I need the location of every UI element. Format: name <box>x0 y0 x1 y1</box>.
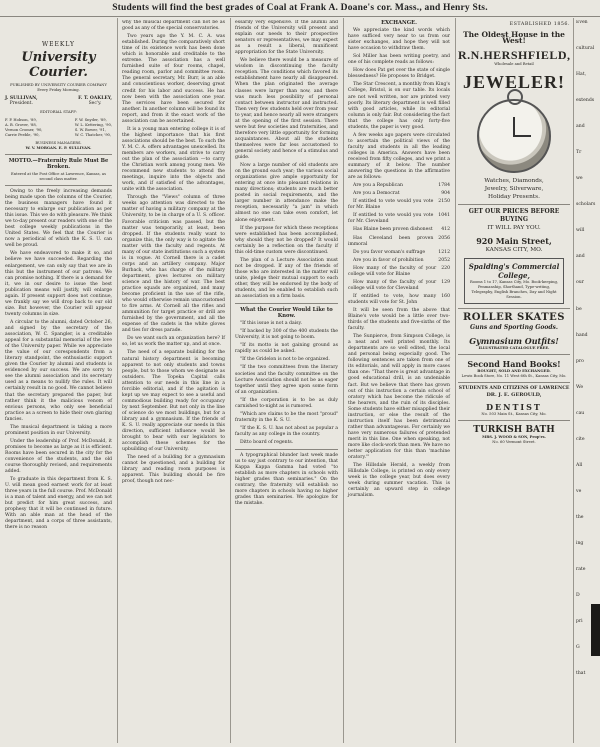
cutoff-text-fragment: our <box>576 280 584 286</box>
vote-row <box>348 236 450 248</box>
vote-question: Has Cleveland been proven immoral <box>348 235 434 247</box>
business-managers: W. V. MORGAN. E. P. SULLIVAN. <box>25 145 92 150</box>
vote-row <box>348 250 450 256</box>
ad-books-sub: BOUGHT, SOLD AND EXCHANGED. <box>477 369 551 374</box>
vote-row <box>348 280 450 292</box>
college-details: Rooms 1 to 17, Kansas City, Mo. Book-keeping, Penmanship, Shorthand, Type-writing, Telegraphy, English Branches, Day and Night Session. <box>470 280 558 300</box>
vote-row <box>348 258 450 264</box>
editors-right: F. W. Snyder, '89, W. L. Kettering, '90, S. W. Bower, '91, W. C. Thatcher, '90, <box>74 117 112 137</box>
ad-address: 920 Main Street, <box>476 236 552 247</box>
divider <box>458 308 570 309</box>
president-name: J. SULLIVAN, <box>5 96 38 102</box>
vote-row <box>348 266 450 278</box>
secretary-role: Sec'y. <box>88 101 102 107</box>
column-editorials-2 <box>117 20 230 741</box>
vote-table <box>348 183 450 306</box>
vote-row <box>348 199 450 211</box>
ad-dentist-name: DR. J. E. GEROULD, <box>486 392 542 399</box>
cutoff-text-fragment: we <box>576 176 583 182</box>
ad-wholesale: Wholesale and Retail <box>494 62 534 67</box>
cutoff-text-fragment: and <box>576 254 585 260</box>
cutoff-text-fragment: will <box>576 228 585 234</box>
vote-count: 2056 <box>438 235 450 241</box>
editorial-paragraph: The plan of a Lecture Association must not be dropped. If any of the friends of those who are interested in the matter will unite, pledge their mutual support to each other, they will be endorsed by the body of students, and be enabled to establish such an association on a firm basis. <box>235 257 338 300</box>
column-masthead <box>0 20 117 741</box>
editorial-paragraph: We have endeavored to make it so, and believe we have succeeded. Regarding the enlargement, we can only say that we are in this but the instrument of our patrons. We can promise nothing. If there is a demand for it, we in our desire to issue the best publication means will justify, will enlarge again. If present support does not continue, we frankly say we will drop back to our old size. But however, the Courier will appear twenty columns in size. <box>5 251 112 317</box>
ad-prices: GET OUR PRICES BEFORE BUYING <box>468 208 560 224</box>
vote-question: Do you favor woman's suffrage <box>353 249 426 255</box>
editorial-paragraph: Two years ago the Y. M. C. A. was established. During the comparatively short time of its existence work has been done which is honorable and creditable to the extreme. The association has a well furnished suite of four rooms, chapel, reading room, parlor and committee room. The general secretary, Mr. Burr, is an able and conscientious worker, deserving great credit for his labor and success. He has now been with the association one year. The services have been secured for another. In another column will be found its report, and from it the exact work of the association can be ascertained. <box>122 34 225 124</box>
editorial-paragraph: If the purpose for which these receptions were established has been accomplished, why should they not be dropped? It would certainly be a reflection on the faculty if this old-time custom were discontinued. <box>235 225 338 255</box>
ad-books: Second Hand Books! <box>467 359 561 370</box>
pocket-watch-icon <box>477 99 551 173</box>
ad-pay: IT WILL PAY YOU. <box>487 225 541 232</box>
editorial-paragraph: A circular to the alumni, dated October 26, and signed by the secretary of the association, W. C. Spangler, is a creditable appeal for a substantial memorial of the love of the University paper. While we appreciate the value of our corespondents from a literary standpoint, the enthusiastic support given the Courier by alumni and students is evidenced by our success. We are sorry to see the alumni association and its secretary used as a means to nullify the rules. It will certainly result in no good. We cannot believe that the secretary prepared the paper, but rather think it the malicious venom of envious persons, who only see beneficial practice as a screen to hide their own glaring fancies. <box>5 319 112 422</box>
section-heading: What the Courier Would Like to Know. <box>240 307 333 320</box>
vote-count: 1212 <box>438 249 450 255</box>
ad-bath-address: No. 60 Vermont Street. <box>492 440 536 445</box>
ad-oldest-house: The Oldest House in the West! <box>463 30 565 46</box>
ad-guns: Guns and Sporting Goods. <box>469 324 559 332</box>
editorial-paragraph: Under the leadership of Prof. McDonald, it promises to become as large as it is efficient. Rooms have been secured in the city for the convenience of the students, and the old course thoroughly revised, and requirements added. <box>5 438 112 475</box>
editorial-staff-heading: EDITORIAL STAFF: <box>40 109 77 114</box>
list-item: Ditto board of regents. <box>240 440 294 445</box>
column-editorials-3 <box>230 20 343 741</box>
cutoff-text-fragment: that <box>576 671 586 677</box>
editorial-paragraph: We believe there would be a measure of wisdom in discontinuing the faculty reception. The conditions which favored its establishment have nearly all disappeared. When the plan originated the average classes were larger than now, and there was much less possibility of personal contact between instructor and instructed. Then very few students held over from year to year, and hence nearly all were strangers at the opening of the first session. There were but few societies and fraternities, and therefore very little opportunity for forming acquaintances. About all the students themselves were far less accustomed to general society and hence of a stimulus and guide. <box>235 58 338 161</box>
ad-roller-skates: ROLLER SKATES <box>462 312 565 324</box>
cutoff-text-fragment: and <box>576 124 585 130</box>
college-ad <box>464 258 564 304</box>
vote-question: How many of the faculty of your college will vote for Cleveland <box>348 279 437 291</box>
cutoff-text-fragment: cite <box>576 436 585 442</box>
editorial-paragraph: Through the "Views" column of three weeks ago attention was directed to the matter of having a military company at the University, to be in charge of a U. S. officer. Favorable criticism was passed, but the matter was temporarily, at least, been dropped. If the students really want to organize this, the only way is to agitate the matter with the faculty and regents. At many of our state institutions such a system is in vogue. At Cornell there is a cadet corps and an artillery company. Major Burback, who has charge of the military department, gives lectures on military science and the history of war. The best practice squads are organized, and many become proficient in the use of the rifle, who would otherwise remain unaccustomed to fire arms. At Cornell all the rifles and ammunition for target practice or drill are furnished by the government, and all the expense of the cadets is the white gloves and ties for dress parade. <box>122 195 225 334</box>
column-exchange <box>343 20 455 741</box>
vote-question: Are you a Republican <box>353 183 403 189</box>
editorial-paragraph: The need of a building for a gymnasium cannot be questioned, and a building for library and reading room purposes is apparent. This building should be fire proof, though not nec- <box>122 455 225 485</box>
editorial-paragraph: It is a young man entering college it is of the highest importance that his first associations should be the best. To such the Y. M. C. A. offers advantages unexcelled. Its members are workers, and strive to carry out the plan of the association —to carry the Christian work among young men. We recommend new students to attend the meetings, inquire into the objects and work, and if satisfied of the advantages, unite with the association. <box>122 126 225 193</box>
secretary-name: F. T. OAKLEY, <box>78 96 112 102</box>
vote-question: Are you a Democrat <box>353 191 400 197</box>
ad-catalogue: ILLUSTRATED CATALOGUE FREE. <box>478 346 550 351</box>
exchange-paragraph: Sol Miller has been writing poetry, and one of his complete reads as follows: <box>348 54 450 66</box>
business-managers-heading: BUSINESS MANAGERS. <box>35 140 82 145</box>
cutoff-text-fragment: rate <box>576 566 586 572</box>
editorial-paragraph: essarily very expensive. If the alumni and friends of the University will present and explain our needs to their prospective senators or representatives, we may expect as a result a liberal, munificent appropriation for the State University. <box>235 20 338 56</box>
cutoff-text-fragment: pri <box>576 619 583 625</box>
editorial-paragraph: why the musical department can not be as good as any of the special conservatories. <box>122 20 225 32</box>
vote-count: 412 <box>441 227 450 233</box>
banner-headline: Students will find the best grades of Coal at Frank A. Doane's cor. Mass., and Henry Sts. <box>0 0 600 17</box>
vote-row <box>348 213 450 225</box>
ad-books-address: Lewis Book Store, No. 11 West 6th St., Kansas City, Mo. <box>461 374 567 379</box>
ad-goods: Watches, Diamonds, <box>484 178 544 185</box>
ad-established: ESTABLISHED 1856. <box>509 22 570 27</box>
list-item: "If this issue is not a daisy. <box>240 321 302 327</box>
masthead-publisher: PUBLISHED BY UNIVERSITY COURIER COMPANY <box>10 83 107 88</box>
watch-hand <box>513 135 531 137</box>
cutoff-text-fragment: ing <box>576 540 584 546</box>
list-item: "If the K. S. U. has not about as popular a faculty as any college in the country. <box>235 425 338 437</box>
ad-jeweler: JEWELER! <box>462 72 566 93</box>
vote-count: 1784 <box>438 183 450 189</box>
exchange-paragraph: A few weeks ago papers were circulated to ascertain the political views of the faculty and students in all the leading colleges in America. Answers have been received from fifty colleges, and we print a summary of it below. The number answering the questions in the affirmative are as follows: <box>348 132 450 181</box>
list-item: "If its motto is not gaining ground as rapidly as could be asked. <box>235 343 338 355</box>
cutoff-text-fragment: extends <box>576 98 595 104</box>
vote-count: 904 <box>441 191 450 197</box>
ad-firm-name: R.N.HERSHFIELD, <box>458 48 571 63</box>
editorial-paragraph: To graduate in this department from K. S. U. will mean good earnest work for at least three years in the full course. Prof. McDonald is a man of talent and energy, and we can not but predict for him great success, and prophesy that it will be continued in future. With an able man at the head of the department, and a corps of three assistants, there is no reason <box>5 477 112 531</box>
watch-hand <box>513 117 515 137</box>
divider <box>458 354 570 355</box>
exchange-paragraph: It will be seen from the above that Blaine's vote would be a little over two-thirds of the students and five-sixths of the faculty. <box>348 307 450 332</box>
college-name: Spalding's Commercial College, <box>468 262 560 281</box>
cutoff-text-fragment: We <box>576 384 584 390</box>
vote-question: If entitled to vote would you vote for Mr. Blaine <box>348 199 434 211</box>
divider <box>5 185 112 186</box>
motto: MOTTO.—Fraternity Rule Must Be Broken. <box>8 157 109 170</box>
vote-row <box>348 294 450 306</box>
column-advertisements <box>455 20 573 741</box>
masthead-title: University Courier. <box>21 50 96 81</box>
editors-left: F. P. Hobson, '89, A. B. Grover, '88, Vernon Cromer, '90, Carrie Peeble, '90, <box>5 117 43 137</box>
divider <box>458 420 570 421</box>
vote-question: Are you in favor of prohibition <box>353 257 424 263</box>
vote-question: How many of the faculty of your college will vote for Blaine <box>348 265 437 277</box>
ad-dentist-address: No. 503 Main St., Kansas City, Mo. <box>481 412 547 417</box>
ad-gymnasium: Gymnasium Outfits! <box>469 336 559 347</box>
vote-count: 160 <box>441 293 450 299</box>
cutoff-text-fragment: G <box>576 645 580 651</box>
masthead-schedule: Every Friday Morning. <box>37 88 80 93</box>
ad-bath-proprietors: MRS. J. WOOD & SON, Prop'rs. <box>482 435 546 440</box>
list-item: "Which are claims to be the most "proud" fraternity in the K. S. U. <box>235 411 338 423</box>
vote-row <box>348 183 450 189</box>
list-item: "If the Gridelon is not to be organized. <box>240 357 330 363</box>
cutoff-text-fragment: Even <box>576 20 588 25</box>
divider <box>235 449 338 450</box>
cutoff-text-fragment: Tr <box>576 150 582 156</box>
vote-count: 129 <box>441 279 450 285</box>
exchange-paragraph: How does Pat get over the state of single blessedness? He proposes to Bridget. <box>348 68 450 80</box>
exchange-paragraph: The Star Crescent, a monthly from King's College, Bristol, is on our table. Its locals are not well written, nor are printed very poorly. Its literary department is well filled with good articles, while its editorial column is only fair. But considering the fact that the college has only forty-five students, the paper is very good. <box>348 82 450 130</box>
list-item: "If backed by 300 of the 400 students the University, it is not going to boom. <box>235 329 338 341</box>
exchange-paragraph: The Hillsdale Herald, a weekly from Hillsdale College, is printed on only every week is the college year, but does every week during summer vacation. This is certainly an upward step in college journalism. <box>348 463 450 499</box>
vote-count: 220 <box>441 265 450 271</box>
cutoff-text-fragment: pro <box>576 358 584 364</box>
officers <box>5 96 112 107</box>
vote-count: 2150 <box>438 199 450 205</box>
cutoff-text-fragment: cau <box>576 410 585 416</box>
editorial-paragraph: Now a large number of old students are on the ground each year; the various social organizations give ample opportunity for entering at once into pleasant relations in many directions; students are much better posted in social requirements, and the larger number in attendance make the reception, necessarily "a jam" in which almost no one can take even comfort, let alone enjoyment. <box>235 163 338 223</box>
ad-students: STUDENTS AND CITIZENS OF LAWRENCE <box>458 386 570 392</box>
editorial-paragraph: The need of a separate building for the natural history department is becoming apparent to not only students and towns people, but to those whom we designate as outsiders. The Topeka Capital calls attention to our needs in this line in a forcible editorial, and if the agitation is kept up we may expect to see a useful and commodious building ready for occupancy by next September. But not only in the line of science do we most buildings, but for a library and a gymnasium. If the friends of K. S. U. really appreciate our needs in this direction, sufficient influence would be brought to bear with our legislators to accomplish these schemes for the upbuilding of our University. <box>122 350 225 453</box>
editorial-paragraph: A typographical blunder last week made us to say just contrary to our intention, that Kappa Kappa Gamma had voted "to establish as more chapters in schools with higher grades than seminaries." On the contrary, the fraternity will establish no more chapters in schools having no higher grades than seminaries. We apologize for the mistake. <box>235 453 338 507</box>
divider <box>235 303 338 304</box>
ad-turkish-bath: TURKISH BATH <box>473 425 555 436</box>
exchange-paragraph: The Sunpierce, from Simpson College, is a neat and well printed monthly. Its departments are so well edited, the local and personal being especially good. The following sentences are taken from one of its editorials, and will apply in more cases than one: "That there is great advantage in good educational drill, is an undeniable fact. But we believe that there has grown out of this instruction a certain school of oratory which has become the ridicule of the hearers, and the ruin of its disciples. Some students have either misapplied their instruction, or else the result of the instruction itself has been detrimental rather than advantageous. For certainly we have very numerous failures of pretended merit in this line. One when speaking, not more like clock-work than men. We have no better application for this than 'machine oratory.'" <box>348 334 450 461</box>
cutoff-text-fragment: cultural <box>576 46 595 52</box>
editorial-paragraph: The musical department is taking a more prominent position in our University. <box>5 424 112 436</box>
ad-goods: Holiday Presents. <box>488 194 540 201</box>
editorial-paragraph: Owing to the freely increasing demands being made upon the columns of the Courier, the business managers have found it necessary to enlarge our publication as per this issue. This we do with pleasure. We think we to-day present our readers with one of the best college weekly publications in the United States. We feel that the Courier is now a periodical of which the K. S. U. can well be proud. <box>5 188 112 249</box>
vote-question: If entitled to vote would you vote for Mr. Cleveland <box>348 213 434 225</box>
cutoff-text-fragment: Hat, <box>576 72 587 78</box>
ad-city: KANSAS CITY, MO. <box>485 247 543 254</box>
vote-row <box>348 191 450 197</box>
cutoff-text-fragment: scholars <box>576 202 596 208</box>
binding-tape <box>591 604 600 656</box>
president-role: President. <box>9 101 33 107</box>
cutoff-text-fragment: the <box>576 514 584 520</box>
cutoff-text-fragment: be <box>576 306 582 312</box>
ad-dentist: DENTIST <box>486 402 542 413</box>
entered-notice: Entered at the Post Office at Lawrence, Kansas, as second class matter. <box>11 171 106 181</box>
vote-count: 1041 <box>438 213 450 219</box>
divider <box>5 154 112 155</box>
list-item: "If the two committees from the literary societies and the faculty committee on the Lecture Association should not be as eager together until they agree upon some form of an organization. <box>235 365 338 395</box>
vote-count: 2052 <box>438 257 450 263</box>
vote-question: Has Blaine been proven dishonest <box>353 227 433 233</box>
masthead-weekly: WEEKLY <box>42 41 75 48</box>
list-item: "If the corporation is to be as duly carnished to-night as is rumored. <box>235 397 338 409</box>
cutoff-text-fragment: All <box>576 462 583 468</box>
cutoff-text-fragment: hand <box>576 332 588 338</box>
vote-row <box>348 227 450 233</box>
editors <box>5 118 112 138</box>
editorial-paragraph: Do we want such an organization here? If so, let us work the matter up, and at once. <box>122 336 225 348</box>
cutoff-text-fragment: D <box>576 593 580 599</box>
cutoff-text-fragment: ve <box>576 488 582 494</box>
vote-question: If entitled to vote, how many students will vote for St. John <box>348 293 437 305</box>
section-heading: EXCHANGE. <box>381 20 417 26</box>
exchange-paragraph: We appreciate the kind words which have sufficed very near to us from our sister exchanges, and hope they will not have occasion to withdraw them. <box>348 28 450 52</box>
ad-goods: Jewelry, Silverware, <box>484 186 544 193</box>
divider <box>458 382 570 383</box>
watch-bow <box>507 89 523 105</box>
divider <box>458 204 570 205</box>
